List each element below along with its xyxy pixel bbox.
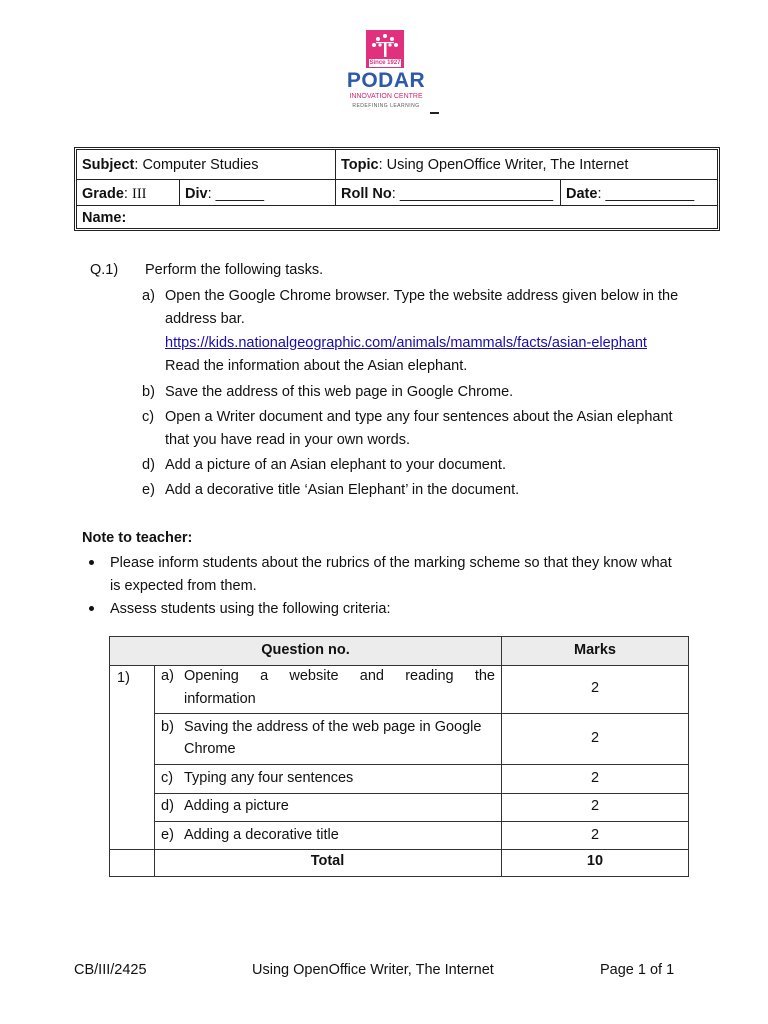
header-question-no: Question no. — [261, 642, 350, 658]
row-divider — [154, 821, 688, 822]
question-number-cell: 1) — [117, 670, 130, 686]
logo-tagline: REDEFINING LEARNING — [352, 103, 420, 109]
row-marker: d) — [161, 798, 174, 814]
row-c-marks: 2 — [590, 770, 600, 786]
row-c-text: Typing any four sentences — [184, 770, 354, 786]
note-title: Note to teacher: — [82, 530, 193, 546]
task-a-line-1: Open the Google Chrome browser. Type the website address given below in the — [165, 288, 679, 304]
footer-code: CB/III/2425 — [74, 962, 147, 978]
row-a-marks: 2 — [590, 680, 600, 696]
question-intro: Perform the following tasks. — [145, 262, 324, 278]
column-divider — [154, 665, 155, 876]
row-b-marks: 2 — [590, 730, 600, 746]
bullet-icon — [89, 606, 94, 611]
row-e-text: Adding a decorative title — [184, 827, 339, 843]
row-b-text-line-2: Chrome — [184, 741, 236, 757]
task-a-line-2: address bar. — [165, 311, 245, 327]
task-b-line-1: Save the address of this web page in Google Chrome. — [165, 384, 514, 400]
row-b-text-line-1: Saving the address of the web page in Google — [184, 719, 482, 735]
row-marker: a) — [161, 668, 174, 684]
grade-field: Grade: III — [82, 186, 147, 202]
task-c-line-2: that you have read in your own words. — [165, 432, 411, 448]
note-bullet-1-line-1: Please inform students about the rubrics of the marking scheme so that they know what — [110, 555, 672, 571]
task-c-line-1: Open a Writer document and type any four sentences about the Asian elephant — [165, 409, 673, 425]
logo-subtitle: INNOVATION CENTRE — [349, 93, 423, 100]
marks-table — [109, 636, 689, 877]
task-d-line-1: Add a picture of an Asian elephant to your document. — [165, 457, 506, 473]
total-label: Total — [310, 853, 345, 869]
task-e-line-1: Add a decorative title ‘Asian Elephant’ in the document. — [165, 482, 520, 498]
row-d-marks: 2 — [590, 798, 600, 814]
row-marker: c) — [161, 770, 174, 786]
row-marker: e) — [161, 827, 174, 843]
name-field: Name: — [82, 210, 127, 226]
row-d-text: Adding a picture — [184, 798, 289, 814]
header-marks: Marks — [574, 642, 616, 658]
website-link[interactable]: https://kids.nationalgeographic.com/animals/mammals/facts/asian-elephant — [165, 335, 647, 351]
task-marker: d) — [142, 457, 155, 473]
task-a-line-3: Read the information about the Asian elephant. — [165, 358, 468, 374]
footer-title: Using OpenOffice Writer, The Internet — [252, 962, 494, 978]
subject-field: Subject: Computer Studies — [82, 157, 259, 173]
header-divider — [77, 205, 717, 206]
bullet-icon — [89, 560, 94, 565]
logo-name: PODAR — [346, 69, 426, 92]
row-e-marks: 2 — [590, 827, 600, 843]
logo-since: Since 1927 — [369, 60, 401, 66]
row-divider — [154, 713, 688, 714]
header-divider — [335, 150, 336, 206]
note-bullet-1-line-2: is expected from them. — [110, 578, 257, 594]
note-bullet-2: Assess students using the following criteria: — [110, 601, 391, 617]
topic-field: Topic: Using OpenOffice Writer, The Internet — [341, 157, 629, 173]
footer-page: Page 1 of 1 — [600, 962, 675, 978]
div-field: Div: ______ — [185, 186, 265, 202]
decorative-dash — [430, 112, 439, 114]
task-marker: b) — [142, 384, 155, 400]
total-value: 10 — [586, 853, 604, 869]
row-a-text-line-2: information — [184, 691, 256, 707]
question-number: Q.1) — [90, 262, 119, 278]
podar-logo — [338, 30, 434, 114]
header-table — [74, 147, 720, 231]
task-marker: e) — [142, 482, 155, 498]
task-marker: c) — [142, 409, 155, 425]
header-divider — [560, 180, 561, 206]
roll-no-field: Roll No: ___________________ — [341, 186, 554, 202]
row-divider — [154, 764, 688, 765]
date-field: Date: ___________ — [566, 186, 695, 202]
task-marker: a) — [142, 288, 155, 304]
header-divider — [179, 180, 180, 206]
row-a-text-line-1: Opening a website and reading the — [184, 668, 495, 684]
header-divider — [77, 179, 717, 180]
row-marker: b) — [161, 719, 174, 735]
row-divider — [154, 793, 688, 794]
